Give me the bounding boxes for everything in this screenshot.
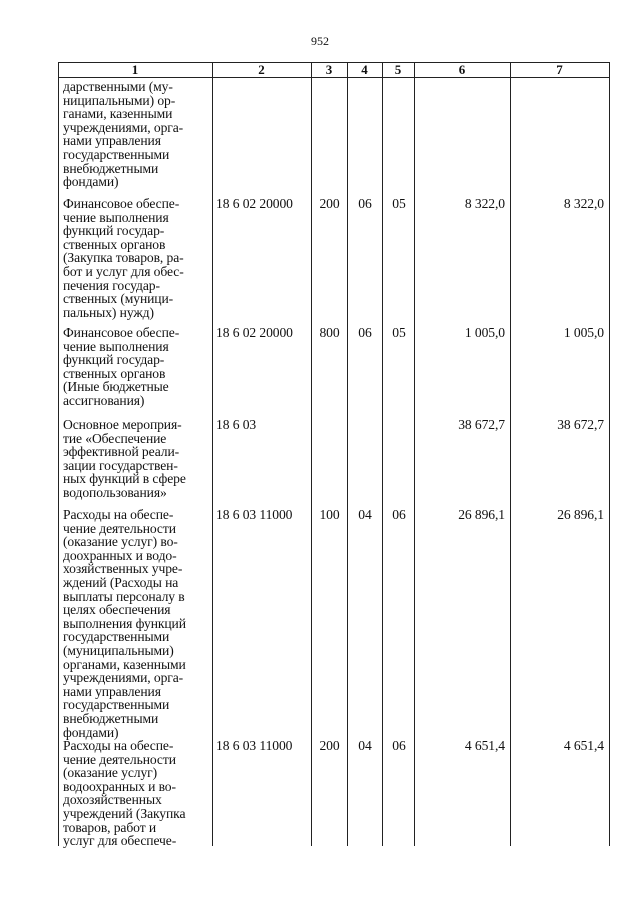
column-divider [609,62,610,846]
column-divider [347,62,348,846]
row-name: Расходы на обеспе- чение деятельности (оказание услуг) во- доохранных и водо- хозяйственных учре- ждений (Расходы на выплаты персоналу в целях обеспечения выполнения функций государственными (муниципальными) органами, казенными учреждениями, орга- нами управления государственными внебюджетными фондами) [63,507,186,740]
row-code: 18 6 03 11000 [216,507,293,522]
row-vr: 100 [319,507,340,522]
column-header: 7 [556,62,563,77]
row-code: 18 6 02 20000 [216,196,293,211]
column-divider [212,62,213,846]
row-pr: 06 [392,738,406,753]
column-header: 4 [361,62,368,77]
column-header: 5 [394,62,402,77]
row-vr: 800 [319,325,340,340]
row-pr: 06 [392,507,406,522]
row-rz: 04 [358,738,372,753]
row-rz: 04 [358,507,372,522]
column-divider [58,62,59,846]
row-sum-1: 26 896,1 [458,507,505,522]
row-vr: 200 [319,738,340,753]
column-header: 3 [325,62,333,77]
column-header: 6 [458,62,466,77]
header-bottom-border [58,77,610,78]
row-name: Финансовое обеспе- чение выполнения функций государ- ственных органов (Закупка товаров, ра- бот и услуг для обес- печения государ- ственных (муници- пальных) нужд) [63,196,184,320]
row-sum-1: 4 651,4 [464,738,505,753]
column-divider [382,62,383,846]
row-sum-1: 1 005,0 [464,325,505,340]
row-sum-1: 8 322,0 [464,196,505,211]
row-name: Расходы на обеспе- чение деятельности (оказание услуг) водоохранных и во- дохозяйственных учреждений (Закупка товаров, работ и услуг для обеспече- [63,738,186,849]
row-vr: 200 [319,196,340,211]
row-sum-2: 38 672,7 [557,417,604,432]
row-sum-2: 1 005,0 [563,325,604,340]
column-header: 1 [131,62,139,77]
row-name: дарственными (му- ниципальными) ор- ганами, казенными учреждениями, орга- нами управления государственными внебюджетными фондами) [63,79,184,190]
row-name: Основное мероприя- тие «Обеспечение эффективной реали- зации государствен- ных функций в сфере водопользования» [63,417,186,500]
row-sum-2: 8 322,0 [563,196,604,211]
row-sum-2: 4 651,4 [563,738,604,753]
row-pr: 05 [392,196,406,211]
row-sum-1: 38 672,7 [458,417,505,432]
row-name: Финансовое обеспе- чение выполнения функций государ- ственных органов (Иные бюджетные ассигнования) [63,325,180,408]
column-divider [311,62,312,846]
column-header: 2 [258,62,265,77]
column-divider [414,62,415,846]
row-code: 18 6 03 11000 [216,738,293,753]
row-rz: 06 [358,325,372,340]
column-divider [510,62,511,846]
row-code: 18 6 02 20000 [216,325,293,340]
page-number: 952 [311,34,329,48]
row-rz: 06 [358,196,372,211]
row-sum-2: 26 896,1 [557,507,604,522]
row-pr: 05 [392,325,406,340]
row-code: 18 6 03 [216,417,257,432]
